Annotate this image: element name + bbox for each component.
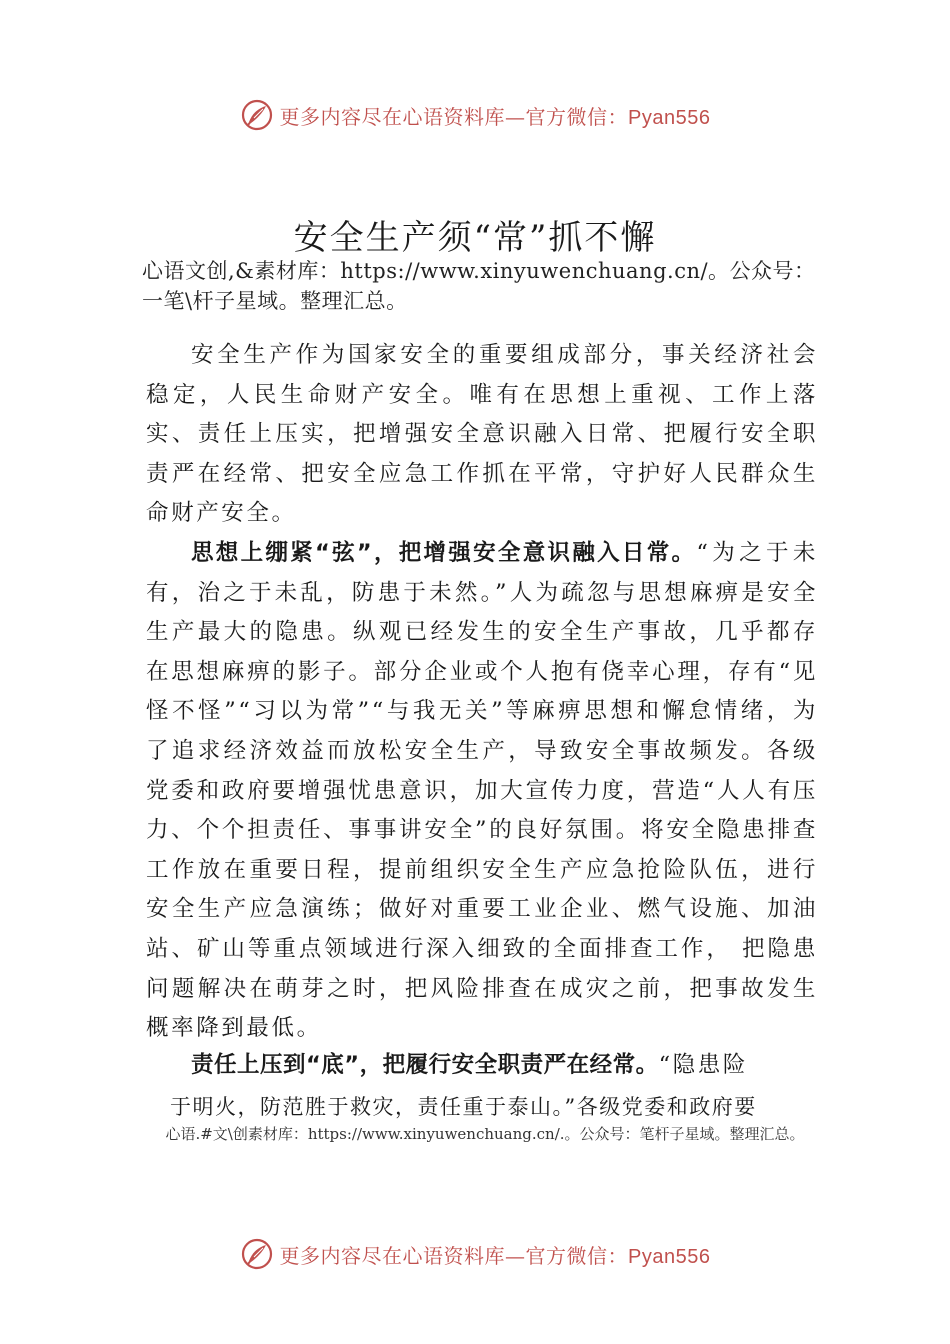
banner-wechat-id: Pyan556 xyxy=(628,106,711,129)
document-body xyxy=(146,336,818,1049)
banner-main-text: 更多内容尽在心语资料库 xyxy=(279,104,506,129)
banner-wechat-id: Pyan556 xyxy=(628,1245,711,1268)
header-banner xyxy=(0,95,950,135)
paragraph-2 xyxy=(146,534,818,1049)
quill-pen-logo-icon xyxy=(240,1237,274,1271)
paragraph-lead: 思想上绷紧“弦”，把增强安全意识融入日常。 xyxy=(191,539,697,566)
banner-text xyxy=(280,101,711,130)
banner-text xyxy=(280,1240,711,1269)
paragraph-1 xyxy=(146,336,818,534)
quill-pen-logo-icon xyxy=(240,98,274,132)
paragraph-lead: 责任上压到“底”，把履行安全职责严在经常。 xyxy=(191,1052,659,1078)
footer-banner xyxy=(0,1234,950,1274)
paragraph-text: 安全生产作为国家安全的重要组成部分，事关经济社会稳定，人民生命财产安全。唯有在思想上重视、工作上落实、责任上压实，把增强安全意识融入日常、把履行安全职责严在经常、把安全应急工作抓在平常，守护好人民群众生命财产安全。 xyxy=(146,342,818,527)
paragraph-text: “隐患险 xyxy=(658,1052,748,1078)
banner-main-text: 更多内容尽在心语资料库 xyxy=(279,1243,506,1268)
document-title: 安全生产须“常”抓不懈 xyxy=(293,218,657,258)
banner-official-label: 官方微信： xyxy=(525,1243,629,1268)
source-note: 心语文创,&素材库：https://www.xinyuwenchuang.cn/。公众号：一笔\杆子星域。整理汇总。 xyxy=(142,259,816,313)
banner-official-label: 官方微信： xyxy=(525,104,629,129)
banner-dash: — xyxy=(505,104,526,129)
paragraph-3-continuation: 于明火，防范胜于救灾，责任重于泰山。”各级党委和政府要 xyxy=(170,1095,757,1119)
paragraph-text: “为之于未有，治之于未乱，防患于未然。”人为疏忽与思想麻痹是安全生产最大的隐患。纵观已经发生的安全生产事故，几乎都存在思想麻痹的影子。部分企业或个人抱有侥幸心理，存有“见怪不怪”“习以为常”“与我无关”等麻痹思想和懈怠情绪，为了追求经济效益而放松安全生产，导致安全事故频发。各级党委和政府要增强忧患意识，加大宣传力度，营造“人人有压力、个个担责任、事事讲安全”的良好氛围。将安全隐患排查工作放在重要日程，提前组织安全生产应急抢险队伍，进行安全生产应急演练；做好对重要工业企业、燃气设施、加油站、矿山等重点领域进行深入细致的全面排查工作， 把隐患问题解决在萌芽之时，把风险排查在成灾之前，把事故发生概率降到最低。 xyxy=(146,539,819,1042)
footer-note: 心语.#文\创素材库：https://www.xinyuwenchuang.cn/.。公众号：笔杆子星域。整理汇总。 xyxy=(165,1125,805,1143)
paragraph-3 xyxy=(146,1046,818,1086)
banner-dash: — xyxy=(505,1243,526,1268)
